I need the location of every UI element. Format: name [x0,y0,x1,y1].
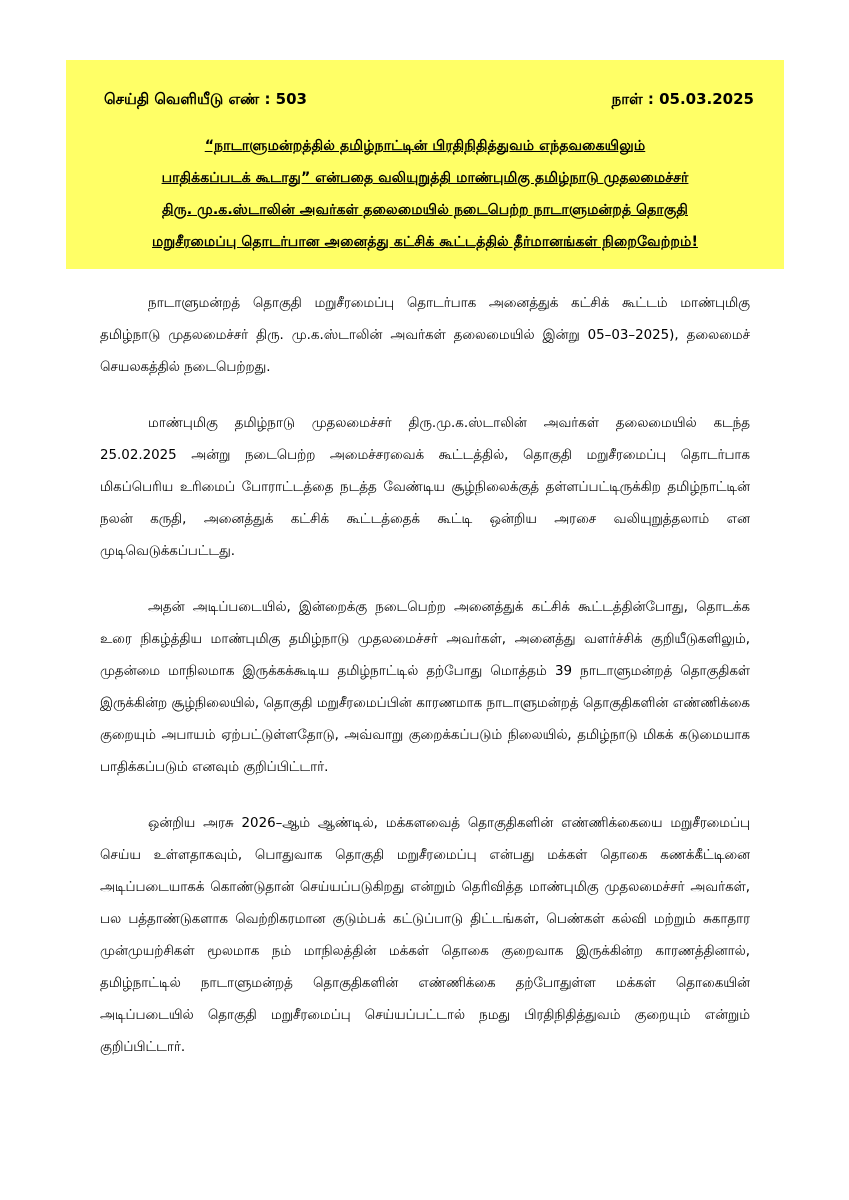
paragraph-4: ஒன்றிய அரசு 2026–ஆம் ஆண்டில், மக்களவைத் தொகுதிகளின் எண்ணிக்கையை மறுசீரமைப்பு செய்ய உள்ளதாகவும், பொதுவாக தொகுதி மறுசீரமைப்பு என்பது மக்கள் தொகை கணக்கீட்டினை அடிப்படையாகக் கொண்டுதான் செய்யப்படுகிறது என்றும் தெரிவித்த மாண்புமிகு முதலமைச்சர் அவர்கள், பல பத்தாண்டுகளாக வெற்றிகரமான குடும்பக் கட்டுப்பாடு திட்டங்கள், பெண்கள் கல்வி மற்றும் சுகாதார முன்முயற்சிகள் மூலமாக நம் மாநிலத்தின் மக்கள் தொகை குறைவாக இருக்கின்ற காரணத்தினால், தமிழ்நாட்டில் நாடாளுமன்றத் தொகுதிகளின் எண்ணிக்கை தற்போதுள்ள மக்கள் தொகையின் அடிப்படையில் தொகுதி மறுசீரமைப்பு செய்யப்பட்டால் நமது பிரதிநிதித்துவம் குறையும் என்றும் குறிப்பிட்டார். [100,816,750,1055]
press-release-number: செய்தி வெளியீடு எண் : 503 [104,90,307,108]
headline-line-4: மறுசீரமைப்பு தொடர்பான அனைத்து கட்சிக் கூட்டத்தில் தீர்மானங்கள் நிறைவேற்றம்! [152,234,698,250]
headline-highlight-box [66,60,784,269]
paragraph-1: நாடாளுமன்றத் தொகுதி மறுசீரமைப்பு தொடர்பாக அனைத்துக் கட்சிக் கூட்டம் மாண்புமிகு தமிழ்நாடு முதலமைச்சர் திரு. மு.க.ஸ்டாலின் அவர்கள் தலைமையில் இன்று 05–03–2025), தலைமைச் செயலகத்தில் நடைபெற்றது. [100,296,750,375]
headline [82,130,768,258]
release-date: நாள் : 05.03.2025 [611,90,754,108]
headline-line-1: “நாடாளுமன்றத்தில் தமிழ்நாட்டின் பிரதிநிதித்துவம் எந்தவகையிலும் [204,138,646,154]
paragraph-2: மாண்புமிகு தமிழ்நாடு முதலமைச்சர் திரு.மு.க.ஸ்டாலின் அவர்கள் தலைமையில் கடந்த 25.02.2025 அன்று நடைபெற்ற அமைச்சரவைக் கூட்டத்தில், தொகுதி மறுசீரமைப்பு தொடர்பாக மிகப்பெரிய உரிமைப் போராட்டத்தை நடத்த வேண்டிய சூழ்நிலைக்குத் தள்ளப்பட்டிருக்கிற தமிழ்நாட்டின் நலன் கருதி, அனைத்துக் கட்சிக் கூட்டத்தைக் கூட்டி ஒன்றிய அரசை வலியுறுத்தலாம் என முடிவெடுக்கப்பட்டது. [100,416,750,559]
headline-line-2: பாதிக்கப்படக் கூடாது” என்பதை வலியுறுத்தி மாண்புமிகு தமிழ்நாடு முதலமைச்சர் [161,170,689,186]
headline-line-3: திரு. மு.க.ஸ்டாலின் அவர்கள் தலைமையில் நடைபெற்ற நாடாளுமன்றத் தொகுதி [162,202,688,218]
paragraph-3: அதன் அடிப்படையில், இன்றைக்கு நடைபெற்ற அனைத்துக் கட்சிக் கூட்டத்தின்போது, தொடக்க உரை நிகழ்த்திய மாண்புமிகு தமிழ்நாடு முதலமைச்சர் அவர்கள், அனைத்து வளர்ச்சிக் குறியீடுகளிலும், முதன்மை மாநிலமாக இருக்கக்கூடிய தமிழ்நாட்டில் தற்போது மொத்தம் 39 நாடாளுமன்றத் தொகுதிகள் இருக்கின்ற சூழ்நிலையில், தொகுதி மறுசீரமைப்பின் காரணமாக நாடாளுமன்றத் தொகுதிகளின் எண்ணிக்கை குறையும் அபாயம் ஏற்பட்டுள்ளதோடு, அவ்வாறு குறைக்கப்படும் நிலையில், தமிழ்நாடு மிகக் கடுமையாக பாதிக்கப்படும் எனவும் குறிப்பிட்டார். [100,600,750,775]
release-info-row [104,90,754,110]
press-release-body [100,288,750,1088]
